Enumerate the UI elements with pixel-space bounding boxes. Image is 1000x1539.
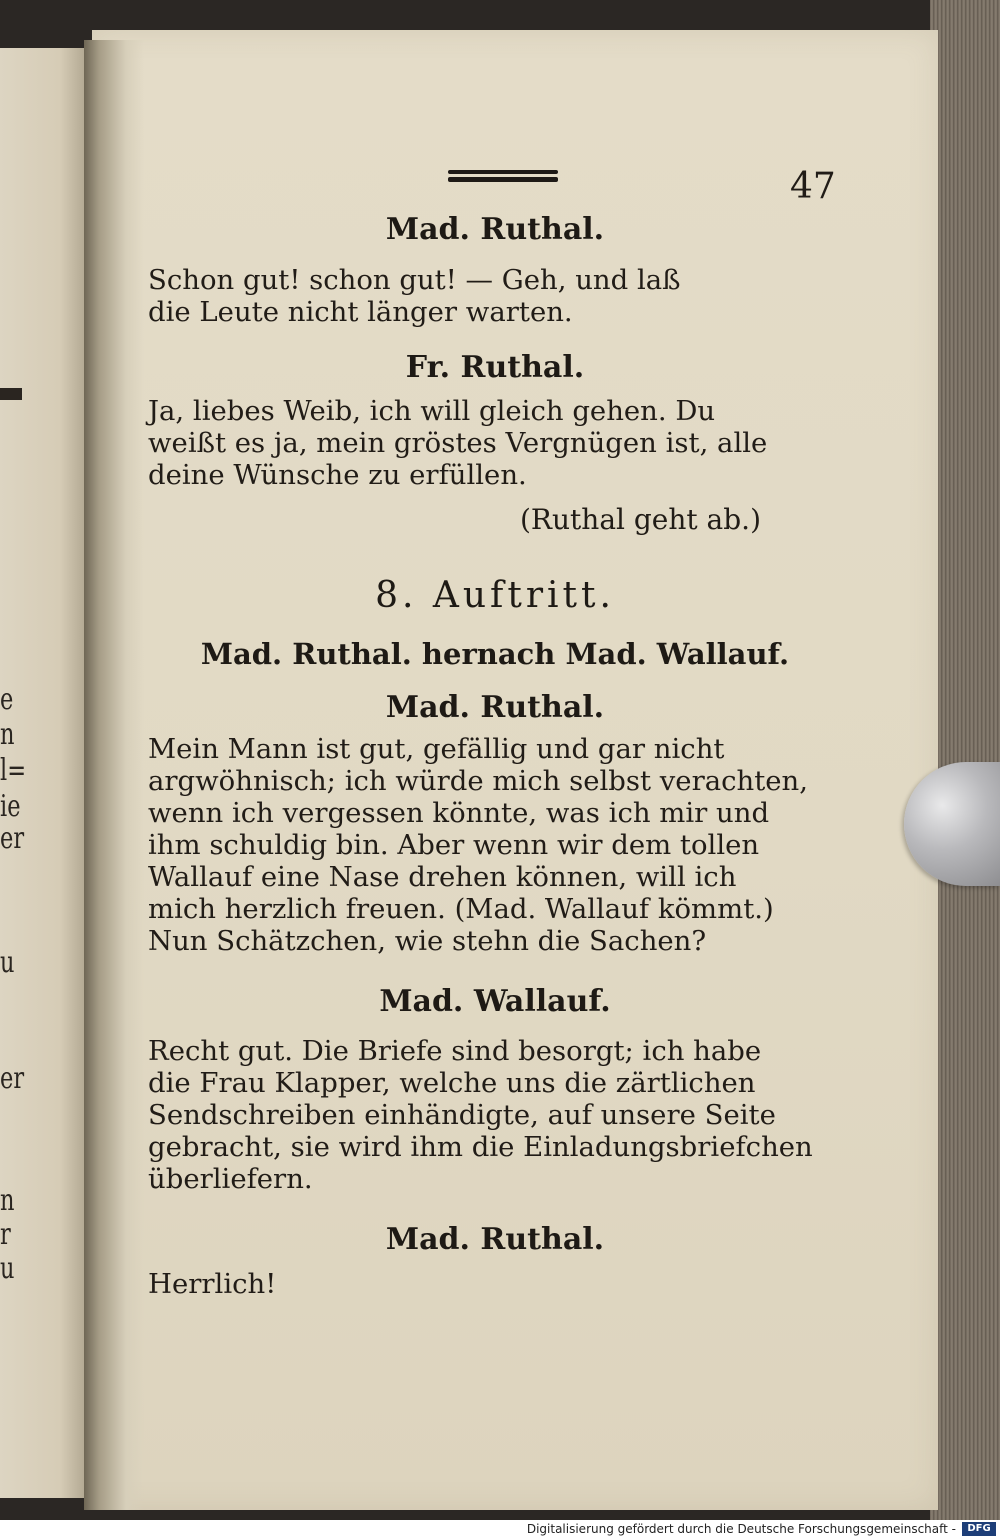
- dialogue-paragraph: [148, 1035, 838, 1195]
- speaker-heading: Fr. Ruthal.: [405, 350, 585, 385]
- left-page-fragment: ie: [0, 789, 21, 824]
- text-line: Recht gut. Die Briefe sind besorgt; ich habe: [148, 1035, 762, 1067]
- left-page-fragment: er: [0, 1061, 25, 1096]
- speaker-heading: Mad. Ruthal.: [385, 212, 605, 247]
- text-line: Nun Schätzchen, wie stehn die Sachen?: [148, 925, 707, 957]
- text-line: Herrlich!: [148, 1268, 277, 1300]
- stage-direction: (Ruthal geht ab.): [520, 503, 761, 536]
- text-line: mich herzlich freuen. (Mad. Wallauf kömmt.): [148, 893, 774, 925]
- speaker-heading: Mad. Ruthal.: [385, 1222, 605, 1257]
- left-page-fragment: n: [0, 717, 15, 752]
- dialogue-paragraph: [148, 1268, 838, 1300]
- funding-notice: Digitalisierung gefördert durch die Deutsche Forschungsgemeinschaft -: [526, 1522, 956, 1536]
- speaker-heading: Mad. Ruthal.: [385, 690, 605, 725]
- dialogue-paragraph: [148, 264, 838, 328]
- left-page-fragment: r: [0, 1217, 11, 1252]
- left-page-fragment: e: [0, 682, 14, 717]
- speaker-heading: Mad. Wallauf.: [379, 984, 611, 1019]
- dialogue-paragraph: [148, 733, 838, 957]
- text-line: argwöhnisch; ich würde mich selbst verachten,: [148, 765, 809, 797]
- dfg-logo: DFG: [962, 1522, 996, 1536]
- left-page: [0, 48, 92, 1498]
- text-line: wenn ich vergessen könnte, was ich mir und: [148, 797, 770, 829]
- scene-title: 8. Auftritt.: [375, 575, 615, 616]
- text-line: die Leute nicht länger warten.: [148, 296, 573, 328]
- left-page-mark: [0, 388, 22, 400]
- text-line: Wallauf eine Nase drehen können, will ich: [148, 861, 737, 893]
- text-line: überliefern.: [148, 1163, 313, 1195]
- text-line: deine Wünsche zu erfüllen.: [148, 459, 527, 491]
- text-line: Schon gut! schon gut! — Geh, und laß: [148, 264, 681, 296]
- text-line: Sendschreiben einhändigte, auf unsere Seite: [148, 1099, 776, 1131]
- page-number: 47: [790, 166, 836, 207]
- left-page-fragment: er: [0, 821, 25, 856]
- header-ornament: [448, 170, 558, 184]
- text-line: Ja, liebes Weib, ich will gleich gehen. Du: [148, 395, 716, 427]
- text-line: gebracht, sie wird ihm die Einladungsbriefchen: [148, 1131, 813, 1163]
- text-line: die Frau Klapper, welche uns die zärtlichen: [148, 1067, 756, 1099]
- dialogue-paragraph: [148, 395, 838, 491]
- left-page-fragment: n: [0, 1183, 15, 1218]
- text-line: ihm schuldig bin. Aber wenn wir dem tollen: [148, 829, 760, 861]
- left-page-fragment: l=: [0, 753, 27, 788]
- gutter-shadow: [84, 40, 144, 1510]
- text-line: Mein Mann ist gut, gefällig und gar nicht: [148, 733, 725, 765]
- left-page-fragment: u: [0, 945, 15, 980]
- left-page-fragment: u: [0, 1251, 15, 1286]
- scene-cast: Mad. Ruthal. hernach Mad. Wallauf.: [200, 637, 790, 671]
- text-line: weißt es ja, mein gröstes Vergnügen ist, alle: [148, 427, 768, 459]
